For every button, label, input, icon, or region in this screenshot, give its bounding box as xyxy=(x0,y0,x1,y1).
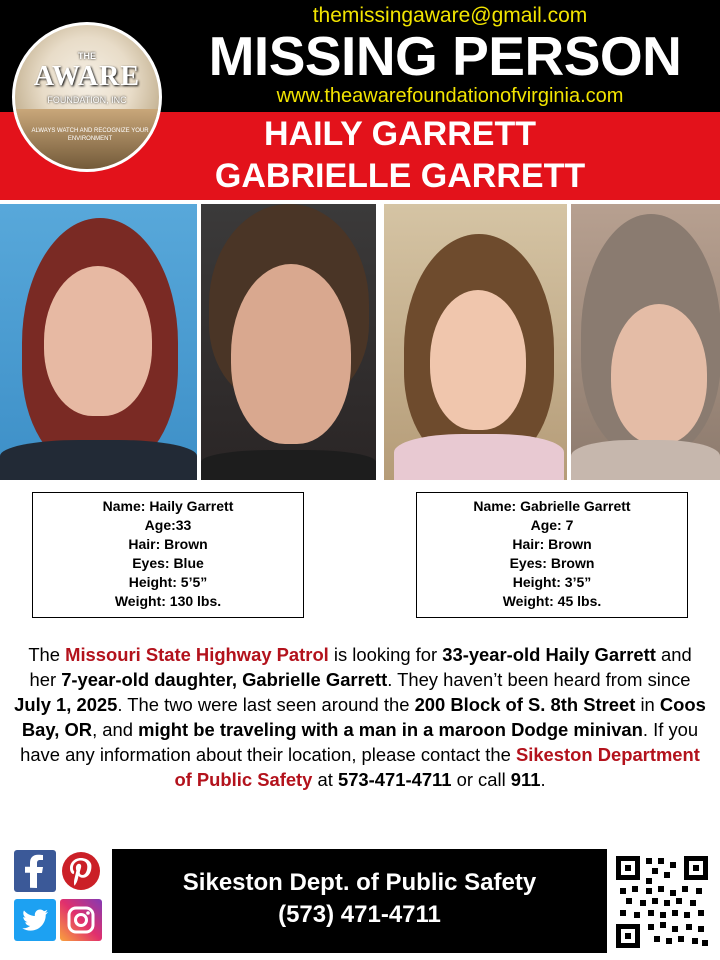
gabrielle-hair: Hair: Brown xyxy=(512,536,592,552)
contact-agency: Sikeston Dept. of Public Safety xyxy=(182,869,537,896)
contact-email: themissingaware@gmail.com xyxy=(312,4,588,27)
case-description: The Missouri State Highway Patrol is looking for 33-year-old Haily Garrett and her 7-year-old daughter, Gabrielle Garrett. They haven’t been heard from since July 1, 2025. The two were last seen around the 200 Block of S. 8th Street in Coos Bay, OR, and might be traveling with a man in a maroon Dodge minivan. If you have any information about their location, please contact the Sikeston Department of Public Safety at 573-471-4711 or call 911. xyxy=(14,644,706,790)
haily-age: Age:33 xyxy=(144,517,192,533)
gabrielle-age: Age: 7 xyxy=(530,517,574,533)
gabrielle-height: Height: 3’5” xyxy=(512,574,592,590)
haily-eyes: Eyes: Blue xyxy=(132,555,204,571)
logo-tagline: ALWAYS WATCH AND RECOGNIZE YOUR ENVIRONMENT xyxy=(31,128,149,142)
info-box-haily xyxy=(32,492,304,618)
missing-name-2: GABRIELLE GARRETT xyxy=(214,157,586,195)
haily-name: Name: Haily Garrett xyxy=(102,498,234,514)
website-url: www.theawarefoundationofvirginia.com xyxy=(276,85,624,107)
twitter-icon[interactable] xyxy=(14,899,56,941)
haily-weight: Weight: 130 lbs. xyxy=(114,593,222,609)
agency-highlight: Missouri State Highway Patrol xyxy=(65,644,329,665)
page-title: MISSING PERSON xyxy=(208,25,682,87)
gabrielle-eyes: Eyes: Brown xyxy=(509,555,595,571)
gabrielle-weight: Weight: 45 lbs. xyxy=(502,593,602,609)
logo-foundation: FOUNDATION, INC xyxy=(47,95,127,105)
photo-haily-1 xyxy=(0,204,197,480)
info-box-gabrielle xyxy=(416,492,688,618)
logo-aware: AWARE xyxy=(33,61,141,92)
gabrielle-name: Name: Gabrielle Garrett xyxy=(473,498,631,514)
instagram-icon[interactable] xyxy=(60,899,102,941)
haily-hair: Hair: Brown xyxy=(128,536,208,552)
qr-code-icon[interactable] xyxy=(612,852,712,952)
photo-gabrielle-1 xyxy=(384,204,567,480)
contact-highlight: Sikeston Department of Public Safety xyxy=(174,744,700,790)
haily-height: Height: 5’5” xyxy=(128,574,208,590)
pinterest-icon[interactable] xyxy=(60,850,102,892)
photo-gabrielle-2 xyxy=(571,204,720,480)
logo-the: THE xyxy=(78,51,96,61)
missing-name-1: HAILY GARRETT xyxy=(263,115,537,153)
facebook-icon[interactable] xyxy=(14,850,56,892)
contact-phone[interactable]: (573) 471-4711 xyxy=(278,901,441,928)
photo-haily-2 xyxy=(201,204,376,480)
